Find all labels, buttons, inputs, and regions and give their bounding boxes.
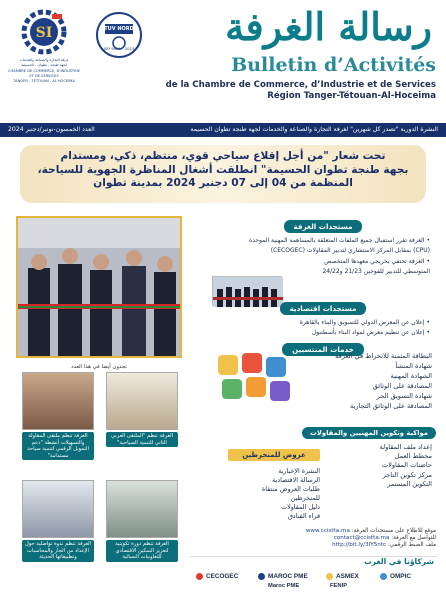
logo-text-ar1: غرفة التجارة والصناعة والخدمات [19, 58, 69, 62]
gallery-caption-4: الغرفة تنظم دورة تكوينية لتعزيز التمكين الاقتصادي للتعاونيات النسائية [106, 540, 178, 562]
list-item: التكوين المستمر [387, 479, 432, 488]
gallery-photo-4 [106, 480, 178, 538]
contact-line2: للتواصل مع الغرفة: [391, 535, 436, 541]
chamber-news-body [210, 237, 436, 277]
list-item: شهادة المنشأ [395, 362, 432, 370]
headline-line1: تحت شعار "من أجل إقلاع سياحي قوي، منتظم، ذكي، ومستدام [60, 150, 386, 162]
partner-asmex: ASMEX [336, 573, 359, 580]
ceremony-photo-icon [18, 218, 182, 358]
list-item: شهادة التسويق الحر [376, 392, 432, 400]
gallery-caption-3: الغرفة تنظم ندوة تواصلية حول الإعداد من الجار والمحاسبات وتطبيقاتها الحديثة [22, 540, 94, 562]
list-item: (CPU) بمقابل المركز الاستشاري لتدبير المقاولات (CECOGEC) [270, 247, 430, 255]
list-item: • إعلان عن المعرض الدولي للتسويق والبناء بالقاهرة [299, 319, 430, 326]
list-item: إعداد ملف المقاولة [379, 443, 432, 451]
gallery-photo-3 [22, 480, 94, 538]
marocpme-logo-icon [258, 573, 265, 580]
iso-sub: ISO 9001 : 2015 [103, 46, 135, 51]
subtitle-line1: de la Chambre de Commerce, d’Industrie et de Services [165, 80, 436, 90]
cci-gear-icon [20, 8, 68, 56]
partners-title: شركاؤنا في الغرب [364, 557, 434, 566]
list-item: دليل المقاولات [281, 503, 320, 511]
list-item: للمنخرطين [290, 494, 320, 502]
partner-cecogec: CECOGEC [206, 573, 239, 580]
gallery-caption-1: الغرفة تنظم ملتقى المقاولة والتسهيلات أنشطة "دعم التمويل الرقمي لتنمية سياحة مستدامة" [22, 432, 94, 460]
issue-strip [0, 123, 446, 137]
list-item: المصادقة على الوثائق [372, 382, 432, 390]
ompic-logo-icon [380, 573, 387, 580]
list-item: • الغرفة تحتفي بخريجي معهدها المتخصص [324, 257, 430, 265]
contact-info [210, 528, 436, 549]
list-item: • إعلان عن تنظيم معرض لمواد البناء بأسطنبول [311, 329, 430, 337]
list-item: حاضنات المقاولات [381, 461, 432, 470]
strip-desc: النشرة الدورية "تصدر كل شهرين" لغرفة التجارة والصناعة والخدمات لجهة طنجة تطوان الحسيمة [190, 126, 438, 133]
contact-line1: موقع للاطلاع على مستجدات الغرفة: [351, 528, 436, 534]
short-link[interactable]: http://bit.ly/3IY5ntc [332, 542, 387, 548]
partners-bar [190, 556, 438, 598]
support-title: مواكبة وتكوين المهنيين والمقاولات [302, 427, 436, 439]
gallery-photo-1 [22, 372, 94, 430]
strip-issue: العدد الخمسون-نونبر/دجنبر 2024 [8, 126, 95, 133]
economic-news-body [210, 319, 436, 338]
gallery-photo-2 [106, 372, 178, 430]
services-title: خدمات المنتسبين [282, 343, 364, 356]
list-item: الرسالة الاقتصادية [272, 476, 320, 484]
stamp-icon [222, 379, 242, 399]
member-services [210, 337, 436, 423]
headline-line3: المنظمة من 04 إلى 07 دجنبر 2024 بمدينة تطوان [93, 177, 353, 189]
services-icons [210, 353, 294, 423]
header [0, 0, 446, 122]
gallery-heading: تجدون أيضا في هذا العدد [71, 364, 127, 370]
title-french: Bulletin d’Activités [231, 54, 436, 76]
services-list [292, 351, 432, 411]
partner-sub-fenip: FENIP [330, 583, 348, 589]
logo-text-fr: CHAMBRE DE COMMERCE, D’INDUSTRIE ET DE SERVICES [8, 69, 80, 78]
asmex-logo-icon [326, 573, 333, 580]
gallery-caption-2: الغرفة تنظم "الملتقى العربي الثاني للتنمية السياحية" [106, 432, 178, 447]
list-item: مركز تكوين التاجر [382, 470, 432, 479]
logo-text-fr2: TANGER - TETOUAN - AL HOCEIMA [13, 79, 75, 83]
support-list [332, 443, 432, 489]
seal-icon [270, 381, 290, 401]
list-item: البطاقة المثمنة للانخراط في الغرفة [335, 352, 432, 360]
title-arabic: رسالة الغرفة [225, 4, 432, 49]
cci-logo [6, 6, 82, 90]
iso-badge [94, 10, 144, 60]
list-item: المتوسطي للتدبير للفوجين 21/23 و24/22 [322, 268, 430, 276]
list-item: النشرة الإخبارية [278, 467, 320, 475]
cecogec-logo-icon [196, 573, 203, 580]
iso-label: TUV NORD [104, 26, 134, 32]
card-icon [218, 355, 238, 375]
list-item: المصادقة على الوثائق التجارية [350, 402, 432, 410]
partner-sub-marocpme: Maroc PME [268, 583, 300, 589]
list-item: قراء الفنادق [287, 512, 320, 520]
ribbon-cutting-photo [16, 216, 182, 358]
svg-text:SI: SI [35, 25, 53, 41]
chamber-news-block [210, 214, 436, 279]
offers-title: عروض للمنخرطين [228, 449, 320, 461]
iso-seal-icon [94, 10, 144, 60]
list-item: الشهادة المهنية [390, 372, 432, 380]
chamber-news-title: مستجدات الغرفة [284, 220, 363, 233]
partner-marocpme: MAROC PME [268, 573, 308, 580]
certificate-icon [242, 353, 262, 373]
economic-news-title: مستجدات اقتصادية [280, 302, 367, 315]
offers-list [228, 467, 320, 521]
main-headline [20, 145, 426, 203]
partner-ompic: OMPIC [390, 573, 411, 580]
contact-line3: ملف الضبط الرقمي: [387, 542, 436, 548]
email-link[interactable]: contact@ccistta.ma [333, 535, 390, 541]
document-icon [266, 357, 286, 377]
subtitle-line2: Région Tanger-Tétouan-Al-Hoceima [267, 91, 436, 101]
list-item: طلبات العروض منتقاة [261, 485, 320, 493]
folder-icon [246, 377, 266, 397]
subtitle [166, 80, 436, 102]
logo-text-ar2: لجهة طنجة - تطوان - الحسيمة [21, 63, 67, 67]
list-item: مخطط العمل [394, 452, 432, 461]
headline-line2: بجهة طنجة تطوان الحسيمة" انطلقت أشغال المناظرة الجهوية للسياحة، [37, 163, 409, 176]
website-link[interactable]: www.ccistta.ma [305, 528, 350, 534]
list-item: • الغرفة تقرر استفبال جميع الملفات المتعلقة بالمساهمة المهنية الموحدة [249, 237, 430, 244]
economic-news-block [210, 296, 436, 340]
